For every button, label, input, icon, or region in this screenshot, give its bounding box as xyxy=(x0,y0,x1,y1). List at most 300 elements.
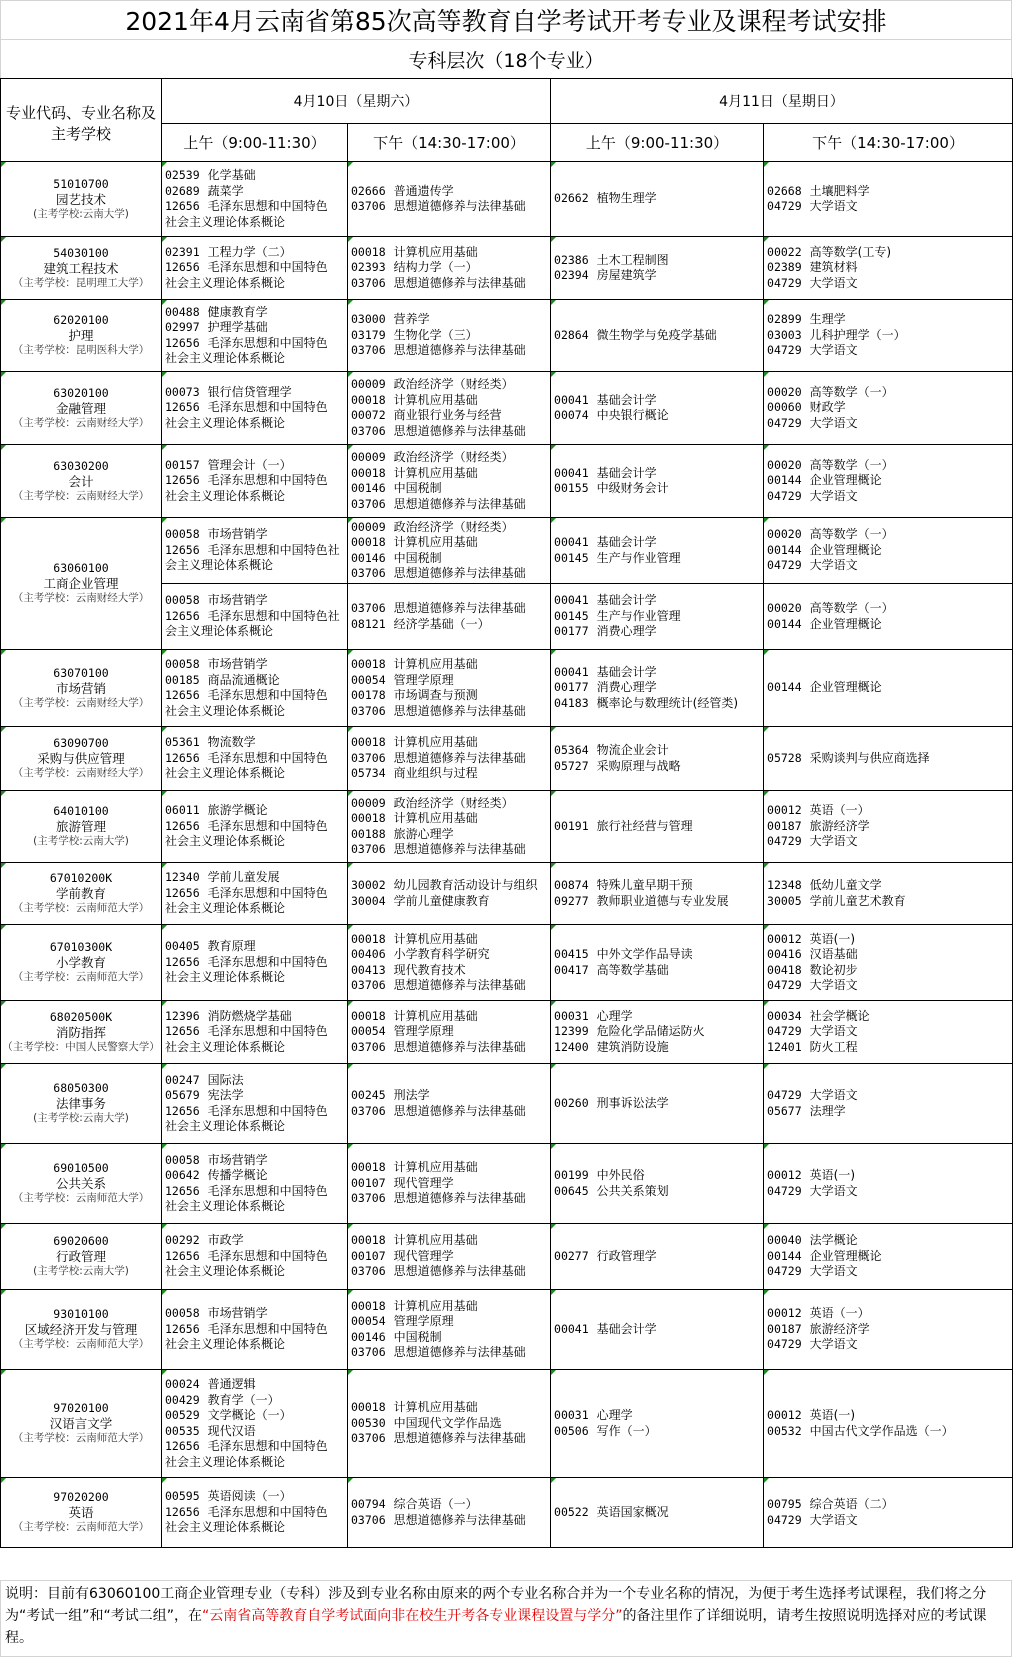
course-item xyxy=(351,1176,550,1192)
course-name: 社会主义理论体系概论 xyxy=(165,1520,286,1535)
course-cell-apr10-am xyxy=(162,863,348,925)
course-name: 健康教育学 xyxy=(207,304,268,319)
course-item xyxy=(767,245,1012,261)
major-code: 93010100 xyxy=(53,1307,109,1321)
table-body xyxy=(1,162,1013,1548)
course-item xyxy=(165,704,347,720)
course-code: 04729 xyxy=(767,1183,802,1198)
course-code: 05728 xyxy=(767,750,802,765)
course-cell-apr10-am xyxy=(162,791,348,863)
course-cell-apr11-pm xyxy=(764,1370,1013,1478)
course-name: 建筑材料 xyxy=(809,260,858,275)
major-code: 63090700 xyxy=(53,736,109,750)
course-code: 12348 xyxy=(767,878,802,892)
course-item xyxy=(554,1184,763,1200)
course-item xyxy=(165,901,347,917)
course-item xyxy=(165,1119,347,1135)
course-cell-apr11-pm xyxy=(764,1290,1013,1370)
course-code: 00185 xyxy=(165,672,200,687)
course-code: 00018 xyxy=(351,244,386,259)
table-row xyxy=(1,791,1013,863)
major-school: （主考学校：云南师范大学） xyxy=(12,1432,150,1444)
course-cell-apr10-am xyxy=(162,584,348,650)
course-item xyxy=(351,947,550,963)
course-item xyxy=(554,408,763,424)
course-code: 00532 xyxy=(767,1423,802,1438)
course-code: 00595 xyxy=(165,1489,200,1504)
course-name: 毛泽东思想和中国特色 xyxy=(207,400,328,415)
course-code: 04729 xyxy=(767,1512,802,1527)
course-code: 12656 xyxy=(165,199,200,213)
course-name: 计算机应用基础 xyxy=(393,244,478,259)
course-cell-apr10-pm xyxy=(348,584,551,650)
course-item xyxy=(351,751,550,767)
major-name: 区域经济开发与管理 xyxy=(24,1322,138,1337)
course-item xyxy=(351,408,550,424)
course-code: 00058 xyxy=(165,1152,200,1167)
course-name: 生产与作业管理 xyxy=(596,550,681,565)
course-name: 大学语文 xyxy=(809,199,858,213)
course-name: 中外文学作品导读 xyxy=(596,947,693,961)
course-code: 00292 xyxy=(165,1233,200,1248)
course-name: 中央银行概论 xyxy=(596,408,669,422)
course-code: 00795 xyxy=(767,1497,802,1511)
major-cell xyxy=(1,300,162,372)
course-item xyxy=(351,424,550,440)
course-name: 毛泽东思想和中国特色 xyxy=(207,885,328,900)
major-school: (主考学校:云南大学) xyxy=(33,1265,129,1277)
course-item xyxy=(351,1400,550,1416)
course-item xyxy=(351,260,550,276)
major-cell xyxy=(1,1064,162,1144)
course-code: 00060 xyxy=(767,400,802,415)
course-name: 财政学 xyxy=(809,400,846,415)
course-name: 综合英语（二） xyxy=(809,1497,894,1511)
course-code: 00054 xyxy=(351,1024,386,1039)
course-cell-apr11-am xyxy=(551,1370,764,1478)
course-item xyxy=(554,1168,763,1184)
course-item xyxy=(351,520,550,536)
course-name: 企业管理概论 xyxy=(809,1248,882,1263)
course-item xyxy=(351,1191,550,1207)
major-code: 54030100 xyxy=(53,245,109,260)
course-item xyxy=(165,400,347,416)
course-name: 毛泽东思想和中国特色社会主义理论体系概论 xyxy=(165,542,340,573)
course-code: 03706 xyxy=(351,1191,386,1206)
course-code: 03706 xyxy=(351,1431,386,1446)
course-item xyxy=(554,253,763,269)
course-item xyxy=(165,1337,347,1353)
major-school: （主考学校：云南师范大学） xyxy=(12,902,150,914)
course-name: 英语(一) xyxy=(809,931,856,946)
course-item xyxy=(165,593,347,609)
course-name: 学前儿童健康教育 xyxy=(393,893,490,908)
course-code: 02662 xyxy=(554,191,589,206)
course-code: 00260 xyxy=(554,1095,589,1110)
course-item xyxy=(165,1233,347,1249)
course-name: 管理会计（一） xyxy=(207,457,292,472)
course-name: 毛泽东思想和中国特色 xyxy=(207,1248,328,1263)
course-name: 企业管理概论 xyxy=(809,473,882,488)
course-item xyxy=(351,1088,550,1104)
course-code: 00417 xyxy=(554,962,589,977)
course-item xyxy=(165,527,347,543)
course-name: 消防燃烧学基础 xyxy=(207,1008,292,1023)
major-cell xyxy=(1,1290,162,1370)
course-name: 市政学 xyxy=(207,1233,244,1248)
course-name: 基础会计学 xyxy=(596,1321,657,1336)
course-name: 大学语文 xyxy=(809,1264,858,1279)
course-cell-apr10-am xyxy=(162,1001,348,1064)
course-item xyxy=(767,1322,1012,1338)
course-item xyxy=(554,1040,763,1056)
course-code: 30002 xyxy=(351,878,386,892)
major-code: 63070100 xyxy=(53,665,109,680)
course-item xyxy=(767,601,1012,617)
table-row xyxy=(1,445,1013,518)
major-code: 63030200 xyxy=(53,458,109,473)
course-item xyxy=(351,878,550,894)
course-code: 05734 xyxy=(351,766,386,781)
course-name: 英语（一） xyxy=(809,803,870,818)
table-row xyxy=(1,1370,1013,1478)
course-item xyxy=(351,393,550,409)
major-name: 金融管理 xyxy=(55,400,106,416)
session-header-apr10-am: 上午（9:00-11:30） xyxy=(162,124,348,162)
course-code: 04729 xyxy=(767,343,802,358)
footnote-text-end: 的备注里作了详细说明，请考生按照说明选择对应的考试课程。 xyxy=(5,1608,987,1646)
course-name: 基础会计学 xyxy=(596,664,657,679)
course-item xyxy=(165,1377,347,1393)
major-code: 64010100 xyxy=(53,804,109,818)
course-name: 化学基础 xyxy=(207,168,256,182)
course-item xyxy=(554,1505,763,1521)
table-row xyxy=(1,300,1013,372)
course-name: 市场营销学 xyxy=(207,593,268,608)
course-name: 毛泽东思想和中国特色 xyxy=(207,1439,328,1453)
course-item xyxy=(351,450,550,466)
course-code: 00073 xyxy=(165,384,200,399)
course-code: 00018 xyxy=(351,1160,386,1175)
course-name: 大学语文 xyxy=(809,834,858,849)
course-code: 12656 xyxy=(165,1321,200,1336)
course-code: 00072 xyxy=(351,408,386,422)
course-name: 社会主义理论体系概论 xyxy=(165,275,286,290)
course-code: 00145 xyxy=(554,608,589,623)
course-code: 00177 xyxy=(554,624,589,639)
course-cell-apr10-pm xyxy=(348,925,551,1001)
course-name: 英语阅读（一） xyxy=(207,1489,292,1504)
course-item xyxy=(165,1424,347,1440)
course-name: 思想道德修养与法律基础 xyxy=(393,423,526,438)
course-name: 土木工程制图 xyxy=(596,252,669,267)
course-name: 社会主义理论体系概论 xyxy=(165,415,286,430)
course-item xyxy=(351,199,550,215)
course-name: 思想道德修养与法律基础 xyxy=(393,703,526,718)
course-name: 大学语文 xyxy=(809,558,858,573)
course-item xyxy=(351,1330,550,1346)
course-code: 03706 xyxy=(351,1039,386,1054)
course-item xyxy=(767,617,1012,633)
course-name: 政治经济学（财经类） xyxy=(393,450,514,464)
course-name: 旅行社经营与管理 xyxy=(596,818,693,833)
major-school: （主考学校：云南财经大学） xyxy=(12,489,150,502)
course-code: 03706 xyxy=(351,601,386,615)
course-item xyxy=(351,601,550,617)
course-cell-apr11-am xyxy=(551,372,764,445)
course-item xyxy=(351,328,550,344)
course-code: 00058 xyxy=(165,593,200,608)
course-name: 计算机应用基础 xyxy=(393,465,478,480)
course-item xyxy=(165,245,347,261)
course-name: 英语（一） xyxy=(809,1306,870,1321)
course-cell-apr10-pm xyxy=(348,863,551,925)
day-header-apr11: 4月11日（星期日） xyxy=(551,79,1013,124)
major-name: 护理 xyxy=(68,328,94,343)
course-name: 低幼儿童文学 xyxy=(809,878,882,892)
major-school: （主考学校：云南师范大学） xyxy=(12,971,150,983)
major-cell xyxy=(1,1001,162,1064)
course-code: 00020 xyxy=(767,384,802,399)
course-code: 12656 xyxy=(165,750,200,765)
course-item xyxy=(767,489,1012,505)
course-code: 30004 xyxy=(351,893,386,908)
course-cell-apr10-am xyxy=(162,518,348,584)
course-item xyxy=(554,535,763,551)
course-cell-apr11-pm xyxy=(764,1001,1013,1064)
course-code: 02393 xyxy=(351,260,386,275)
course-code: 00041 xyxy=(554,392,589,407)
course-name: 毛泽东思想和中国特色 xyxy=(207,335,328,350)
course-item xyxy=(767,947,1012,963)
major-code: 69020600 xyxy=(53,1234,109,1248)
course-name: 毛泽东思想和中国特色 xyxy=(207,260,328,275)
course-name: 教育学（一） xyxy=(207,1392,280,1407)
course-item xyxy=(165,751,347,767)
course-code: 02666 xyxy=(351,183,386,198)
course-code: 00041 xyxy=(554,593,589,608)
course-item xyxy=(165,351,347,367)
course-code: 00144 xyxy=(767,616,802,631)
course-code: 12401 xyxy=(767,1039,802,1054)
course-name: 毛泽东思想和中国特色 xyxy=(207,1103,328,1118)
course-name: 毛泽东思想和中国特色 xyxy=(207,1321,328,1336)
course-code: 00187 xyxy=(767,818,802,833)
course-cell-apr11-pm xyxy=(764,863,1013,925)
major-school: （主考学校：云南师范大学） xyxy=(12,1521,150,1533)
course-name: 企业管理概论 xyxy=(809,542,882,557)
course-code: 12400 xyxy=(554,1039,589,1054)
course-item xyxy=(351,184,550,200)
course-name: 大学语文 xyxy=(809,343,858,358)
course-name: 思想道德修养与法律基础 xyxy=(393,842,526,856)
course-item xyxy=(767,819,1012,835)
course-cell-apr10-pm xyxy=(348,727,551,791)
course-code: 00178 xyxy=(351,688,386,702)
course-item xyxy=(351,735,550,751)
course-name: 经济学基础（一） xyxy=(393,616,490,631)
course-item xyxy=(165,1408,347,1424)
major-cell xyxy=(1,1144,162,1224)
course-code: 12656 xyxy=(165,260,200,275)
course-name: 社会主义理论体系概论 xyxy=(165,351,286,365)
course-item xyxy=(767,1408,1012,1424)
course-item xyxy=(165,1322,347,1338)
course-code: 00009 xyxy=(351,450,386,464)
course-name: 行政管理学 xyxy=(596,1248,657,1263)
table-row xyxy=(1,372,1013,445)
course-item xyxy=(767,1264,1012,1280)
course-code: 00020 xyxy=(767,457,802,472)
course-cell-apr10-am xyxy=(162,1290,348,1370)
course-cell-apr10-am xyxy=(162,1478,348,1548)
course-name: 社会主义理论体系概论 xyxy=(165,834,286,849)
course-item xyxy=(165,1073,347,1089)
course-code: 12656 xyxy=(165,1183,200,1198)
course-item xyxy=(351,1024,550,1040)
course-item xyxy=(767,1168,1012,1184)
course-code: 12656 xyxy=(165,335,200,350)
course-item xyxy=(165,458,347,474)
course-code: 00041 xyxy=(554,664,589,679)
course-code: 03706 xyxy=(351,1345,386,1359)
course-item xyxy=(165,688,347,704)
course-code: 00040 xyxy=(767,1233,802,1248)
course-code: 00199 xyxy=(554,1168,589,1182)
course-cell-apr11-pm xyxy=(764,372,1013,445)
course-name: 毛泽东思想和中国特色 xyxy=(207,750,328,765)
course-code: 00018 xyxy=(351,1008,386,1023)
course-name: 现代管理学 xyxy=(393,1248,454,1263)
course-item xyxy=(351,932,550,948)
course-item xyxy=(767,416,1012,432)
course-name: 大学语文 xyxy=(809,275,858,290)
course-cell-apr11-am xyxy=(551,791,764,863)
session-header-apr11-pm: 下午（14:30-17:00） xyxy=(764,124,1013,162)
course-item xyxy=(767,199,1012,215)
major-school: （主考学校：云南财经大学） xyxy=(12,592,150,604)
table-row xyxy=(1,925,1013,1001)
course-code: 02864 xyxy=(554,327,589,342)
course-item xyxy=(767,963,1012,979)
course-item xyxy=(165,1306,347,1322)
course-item xyxy=(165,1088,347,1104)
major-name: 汉语言文学 xyxy=(49,1416,113,1431)
course-name: 学前儿童艺术教育 xyxy=(809,893,906,908)
course-item xyxy=(165,1104,347,1120)
major-cell xyxy=(1,863,162,925)
course-code: 00018 xyxy=(351,931,386,946)
major-school: (主考学校:云南大学) xyxy=(33,835,129,847)
course-name: 基础会计学 xyxy=(596,392,657,407)
course-cell-apr11-pm xyxy=(764,925,1013,1001)
course-code: 00020 xyxy=(767,527,802,542)
course-name: 社会主义理论体系概论 xyxy=(165,1199,286,1213)
course-name: 生理学 xyxy=(809,312,846,327)
table-row xyxy=(1,237,1013,300)
major-name: 会计 xyxy=(68,473,94,489)
major-cell xyxy=(1,372,162,445)
course-code: 03706 xyxy=(351,496,386,511)
course-item xyxy=(554,947,763,963)
course-item xyxy=(351,704,550,720)
course-code: 00506 xyxy=(554,1423,589,1438)
course-name: 中级财务会计 xyxy=(596,481,669,495)
course-name: 教师职业道德与专业发展 xyxy=(596,893,729,908)
course-item xyxy=(554,1322,763,1338)
course-name: 法理学 xyxy=(809,1103,846,1118)
major-name: 旅游管理 xyxy=(55,819,106,834)
course-code: 04729 xyxy=(767,275,802,290)
course-code: 02668 xyxy=(767,183,802,198)
course-code: 04729 xyxy=(767,978,802,992)
course-name: 商业组织与过程 xyxy=(393,766,478,781)
course-item xyxy=(767,978,1012,994)
course-code: 04729 xyxy=(767,1024,802,1039)
course-item xyxy=(351,894,550,910)
course-item xyxy=(351,497,550,513)
course-name: 中国税制 xyxy=(393,550,442,565)
table-header xyxy=(1,79,1013,162)
course-code: 02391 xyxy=(165,244,200,259)
course-item xyxy=(165,803,347,819)
course-item xyxy=(351,827,550,843)
major-name: 小学教育 xyxy=(55,955,106,970)
major-cell xyxy=(1,1224,162,1290)
course-code: 00009 xyxy=(351,795,386,810)
course-name: 计算机应用基础 xyxy=(393,1298,478,1313)
course-item xyxy=(767,803,1012,819)
major-cell xyxy=(1,727,162,791)
course-item xyxy=(351,466,550,482)
course-code: 03706 xyxy=(351,1264,386,1279)
course-item xyxy=(165,766,347,782)
course-code: 00429 xyxy=(165,1392,200,1407)
course-code: 04729 xyxy=(767,834,802,849)
course-item xyxy=(554,1408,763,1424)
major-school: （主考学校：云南财经大学） xyxy=(12,416,150,429)
course-code: 00041 xyxy=(554,535,589,549)
course-item xyxy=(351,1160,550,1176)
course-name: 计算机应用基础 xyxy=(393,811,478,825)
course-code: 00012 xyxy=(767,1168,802,1182)
course-name: 高等数学(工专) xyxy=(809,244,892,259)
course-cell-apr11-pm xyxy=(764,518,1013,584)
course-code: 12656 xyxy=(165,400,200,415)
course-item xyxy=(165,1455,347,1471)
course-code: 00018 xyxy=(351,1298,386,1313)
course-code: 03003 xyxy=(767,327,802,342)
course-name: 中外民俗 xyxy=(596,1168,645,1182)
course-item xyxy=(767,1513,1012,1529)
course-name: 工程力学（二） xyxy=(207,244,292,259)
course-name: 刑事诉讼法学 xyxy=(596,1095,669,1110)
course-name: 社会主义理论体系概论 xyxy=(165,970,286,985)
course-item xyxy=(767,1424,1012,1440)
course-name: 危险化学品储运防火 xyxy=(596,1024,705,1039)
page-title: 2021年4月云南省第85次高等教育自学考试开考专业及课程考试安排 xyxy=(0,0,1012,40)
course-code: 00488 xyxy=(165,304,200,319)
course-name: 市场营销学 xyxy=(207,657,268,671)
course-code: 00155 xyxy=(554,481,589,495)
course-code: 12656 xyxy=(165,473,200,488)
course-item xyxy=(165,1184,347,1200)
major-code: 67010300K xyxy=(49,940,113,954)
course-name: 英语(一) xyxy=(809,1168,856,1182)
course-code: 12656 xyxy=(165,885,200,900)
course-cell-apr10-am xyxy=(162,445,348,518)
course-cell-apr11-am xyxy=(551,300,764,372)
